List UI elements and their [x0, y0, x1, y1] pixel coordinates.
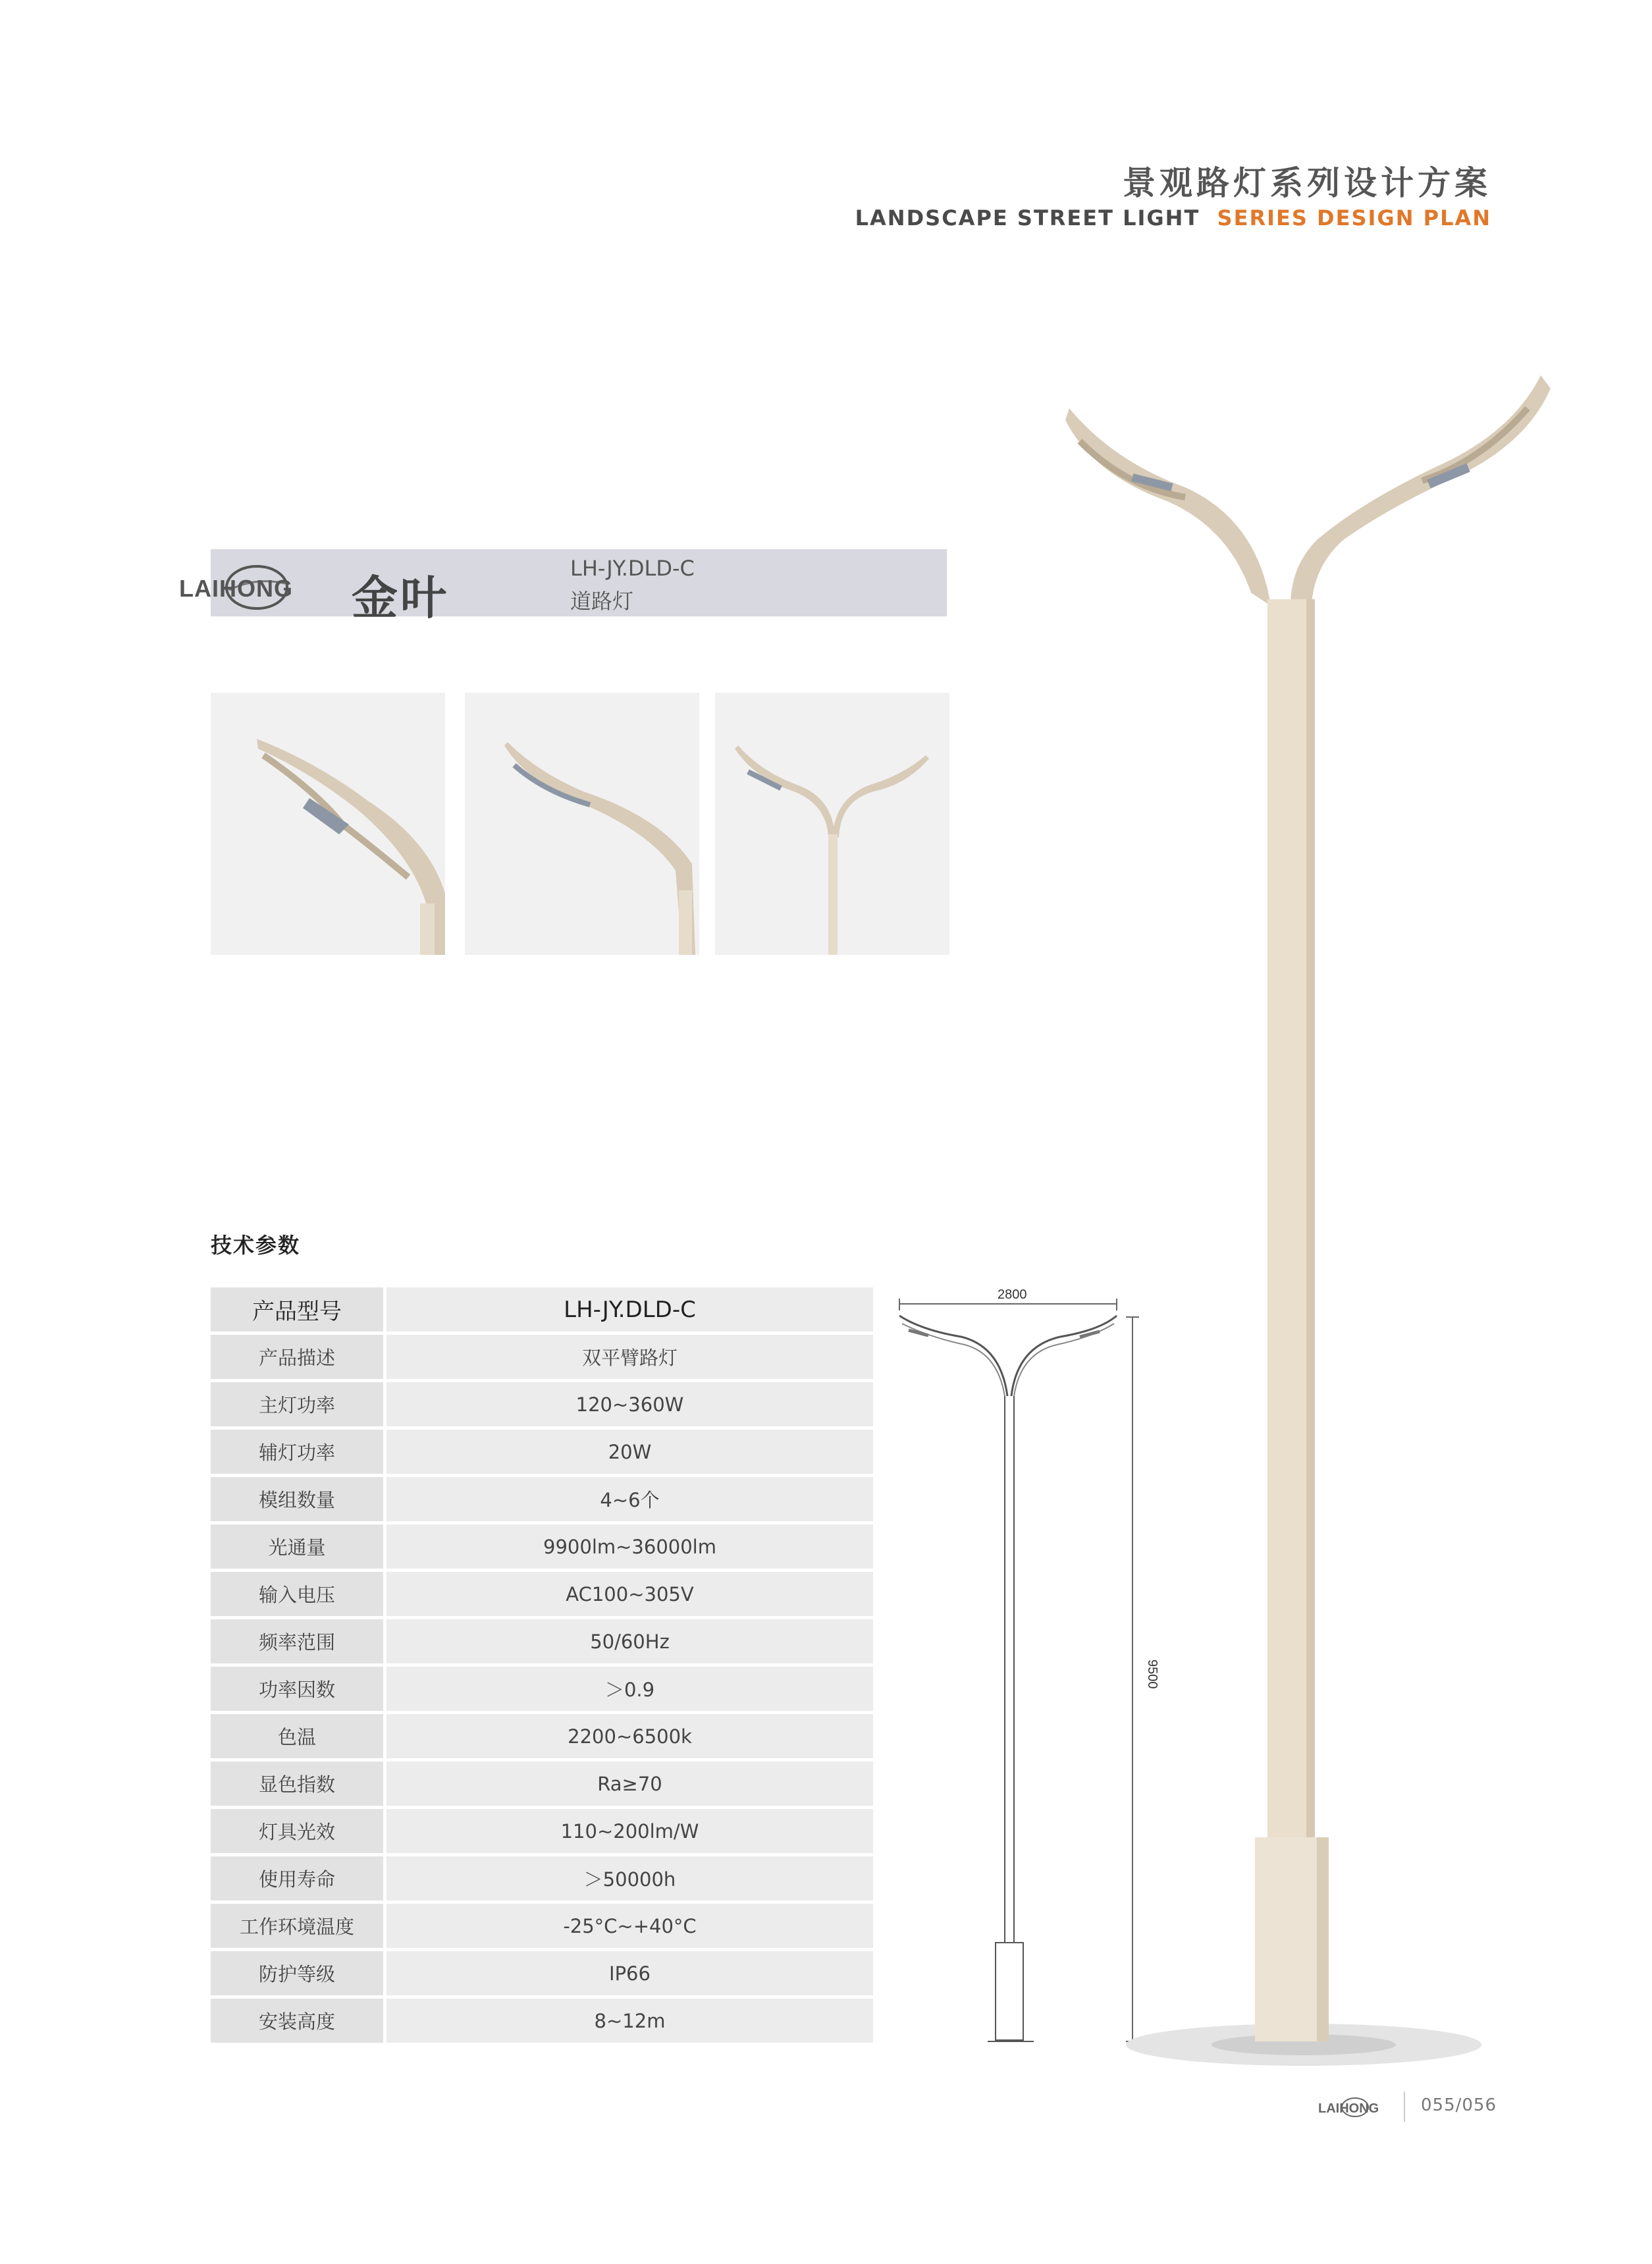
product-model: LH-JY.DLD-C: [570, 556, 695, 581]
spec-key: 产品型号: [211, 1287, 386, 1332]
table-row: [211, 1904, 873, 1948]
spec-value: LH-JY.DLD-C: [386, 1287, 873, 1332]
table-row: [211, 1999, 873, 2043]
spec-value: 2200~6500k: [386, 1714, 873, 1758]
thumbnail-angle-view: [465, 693, 699, 955]
spec-key: 模组数量: [211, 1477, 386, 1521]
spec-value: Ra≥70: [386, 1762, 873, 1806]
table-row: [211, 1619, 873, 1663]
spec-value: 110~200lm/W: [386, 1809, 873, 1853]
footer-logo-text: LAIHONG: [1318, 2101, 1379, 2116]
thumbnail-front-view: [715, 693, 949, 955]
spec-value: 9900lm~36000lm: [386, 1524, 873, 1569]
spec-key: 光通量: [211, 1524, 386, 1569]
table-row: [211, 1809, 873, 1853]
thumbnail-side-view: [211, 693, 445, 955]
spec-value: 20W: [386, 1430, 873, 1474]
table-row: [211, 1572, 873, 1616]
table-row: [211, 1951, 873, 1995]
table-row: [211, 1524, 873, 1569]
spec-value: ＞50000h: [386, 1856, 873, 1900]
spec-table: [211, 1284, 873, 2046]
spec-key: 频率范围: [211, 1619, 386, 1663]
spec-value: 8~12m: [386, 1999, 873, 2043]
table-row: [211, 1287, 873, 1332]
title-en-part2: SERIES DESIGN PLAN: [1217, 205, 1491, 230]
height-dimension: 9500: [1145, 1659, 1159, 1689]
page-title-cn: 景观路灯系列设计方案: [1123, 164, 1491, 202]
table-row: [211, 1667, 873, 1711]
spec-value: IP66: [386, 1951, 873, 1995]
product-name: 金叶: [352, 571, 449, 625]
table-row: [211, 1477, 873, 1521]
spec-key: 主灯功率: [211, 1382, 386, 1426]
spec-value: ＞0.9: [386, 1667, 873, 1711]
spec-key: 色温: [211, 1714, 386, 1758]
svg-text:LAIHONG: LAIHONG: [179, 575, 293, 602]
spec-key: 功率因数: [211, 1667, 386, 1711]
section-title: 技术参数: [211, 1233, 301, 1258]
spec-key: 显色指数: [211, 1762, 386, 1806]
table-row: [211, 1856, 873, 1900]
spec-key: 安装高度: [211, 1999, 386, 2043]
footer-logo: [1317, 2094, 1389, 2120]
width-dimension: 2800: [998, 1287, 1027, 1302]
spec-key: 产品描述: [211, 1335, 386, 1379]
spec-key: 工作环境温度: [211, 1904, 386, 1948]
table-row: [211, 1714, 873, 1758]
spec-value: 双平臂路灯: [386, 1335, 873, 1379]
spec-key: 防护等级: [211, 1951, 386, 1995]
spec-value: AC100~305V: [386, 1572, 873, 1616]
spec-value: -25°C~+40°C: [386, 1904, 873, 1948]
table-row: [211, 1762, 873, 1806]
spec-key: 灯具光效: [211, 1809, 386, 1853]
footer-divider: [1404, 2091, 1405, 2122]
laihong-logo: [176, 564, 328, 610]
table-row: [211, 1430, 873, 1474]
page-number: 055/056: [1421, 2095, 1497, 2115]
table-row: [211, 1382, 873, 1426]
product-type: 道路灯: [570, 589, 634, 614]
spec-key: 输入电压: [211, 1572, 386, 1616]
spec-value: 4~6个: [386, 1477, 873, 1521]
spec-key: 辅灯功率: [211, 1430, 386, 1474]
spec-key: 使用寿命: [211, 1856, 386, 1900]
page-title-en: [855, 205, 1491, 230]
spec-value: 50/60Hz: [386, 1619, 873, 1663]
spec-value: 120~360W: [386, 1382, 873, 1426]
street-lamp-render: [1053, 369, 1554, 2068]
title-en-part1: LANDSCAPE STREET LIGHT: [855, 205, 1200, 230]
table-row: [211, 1335, 873, 1379]
